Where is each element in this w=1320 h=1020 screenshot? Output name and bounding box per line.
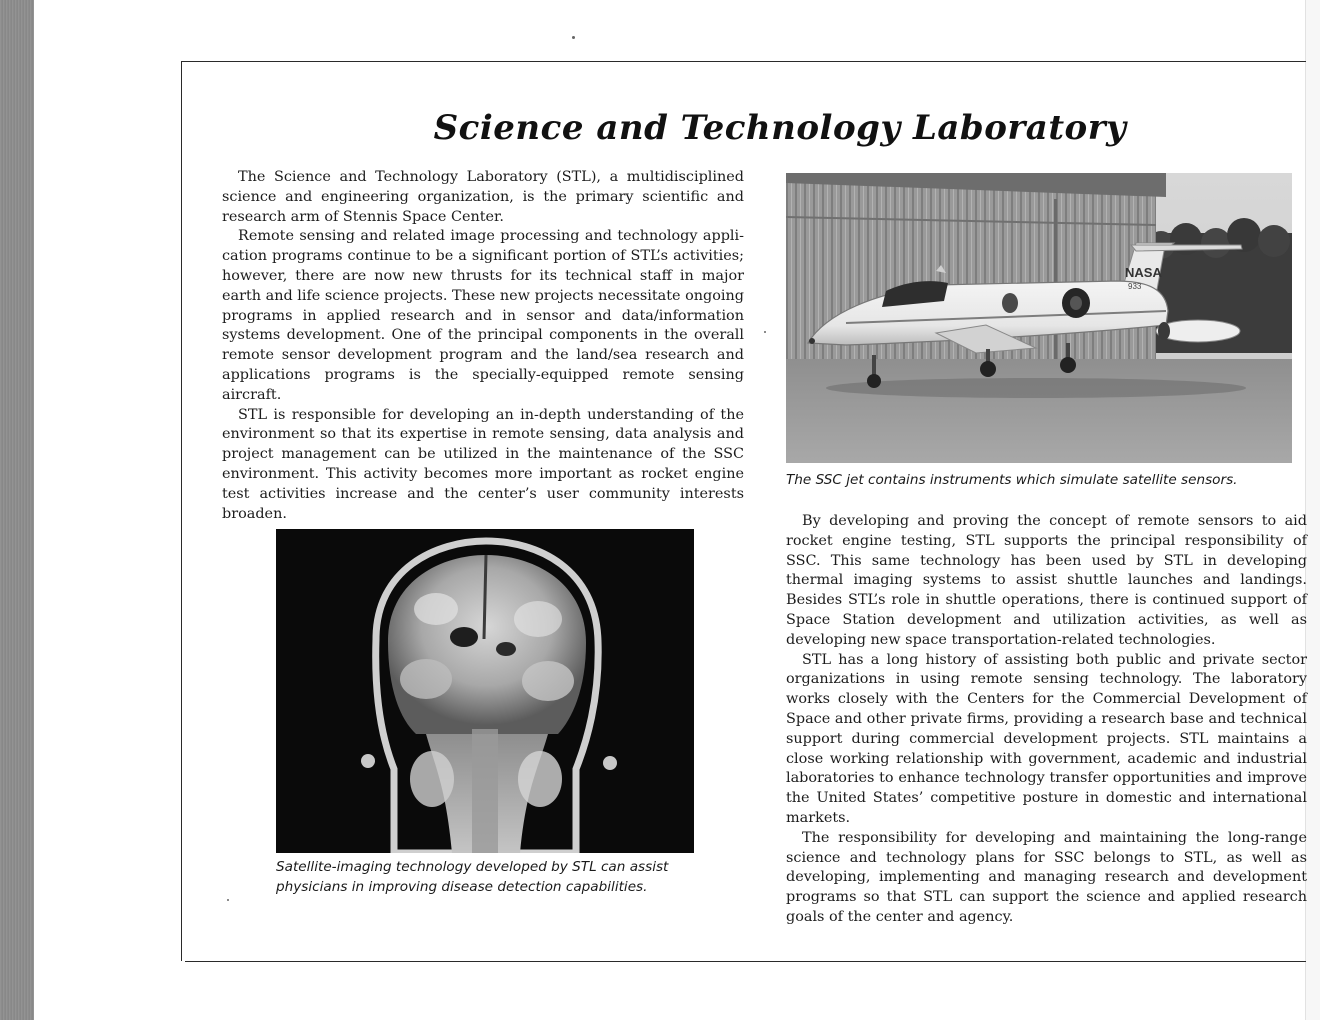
jet-photo-caption: The SSC jet contains instruments which simulate satellite sensors. xyxy=(786,472,1238,488)
print-speck xyxy=(764,331,766,333)
mri-scan-photo xyxy=(276,529,694,853)
page-title: Science and Technology Laboratory xyxy=(433,108,1127,148)
right-paragraph-2: STL has a long history of assisting both public and private sector organizations in using remote sensing technology. The laboratory works closely with the Centers for the Commercial Development of Space and other private firms, providing a research base and technical support during commercial development projects. STL maintains a close working relationship with government, academic and industrial laboratories to enhance technology transfer opportunities and improve the United States’ competitive posture in domestic and international markets. xyxy=(786,651,1307,826)
tail-number-text: 933 xyxy=(1128,282,1142,291)
left-text-column xyxy=(222,168,744,524)
print-speck xyxy=(572,36,575,39)
left-paragraph-2: Remote sensing and related image processing and technology application programs continue to be a significant portion of STL’s activities; however, there are now new thrusts for its technical staff in major earth and life science projects. These new projects necessitate ongoing programs in applied research and in sensor and data/information systems development. One of the principal components in the overall remote sensor development program and the land/sea research and applications programs is the specially-equipped remote sensing aircraft. xyxy=(222,228,744,403)
right-paragraph-3: The responsibility for developing and maintaining the long-range science and technology plans for SSC belongs to STL, as well as developing, implementing and managing research and development programs so that STL can support the science and applied research goals of the center and agency. xyxy=(786,829,1307,925)
jet-shadow xyxy=(826,378,1246,398)
jet-photo xyxy=(786,173,1292,463)
frame-rule-bottom xyxy=(185,961,1306,962)
print-speck xyxy=(227,899,229,901)
tarmac xyxy=(786,359,1292,463)
left-paragraph-3: STL is responsible for developing an in-depth understanding of the environment so that its expertise in remote sensing, data analysis and project management can be utilized in the maintenance of the SSC environment. This activity becomes more important as rocket engine test activities increase and the center’s user community interests broaden. xyxy=(222,406,744,522)
binding-edge xyxy=(0,0,34,1020)
frame-rule-left xyxy=(181,61,182,961)
brain-region xyxy=(388,555,586,734)
right-text-column xyxy=(786,512,1307,928)
mri-scan-image xyxy=(276,529,694,853)
left-paragraph-1: The Science and Technology Laboratory (STL), a multidisciplined science and engineering organization, is the primary scientific and research arm of Stennis Space Center. xyxy=(222,169,744,225)
page-edge xyxy=(1305,0,1320,1020)
tail-logo-text: NASA xyxy=(1125,265,1162,280)
frame-rule-top xyxy=(181,61,1306,62)
right-paragraph-1: By developing and proving the concept of remote sensors to aid rocket engine testing, STL supports the principal responsibility of SSC. This same technology has been used by STL in developing thermal imaging systems to assist shuttle launches and landings. Besides STL’s role in shuttle operations, there is continued support of Space Station development and utilization activities, as well as developing new space transportation-related technologies. xyxy=(786,513,1307,648)
jet-illustration xyxy=(786,173,1292,463)
mri-photo-caption: Satellite-imaging technology developed by STL can assist physicians in improving disease detection capabilities. xyxy=(276,859,669,895)
